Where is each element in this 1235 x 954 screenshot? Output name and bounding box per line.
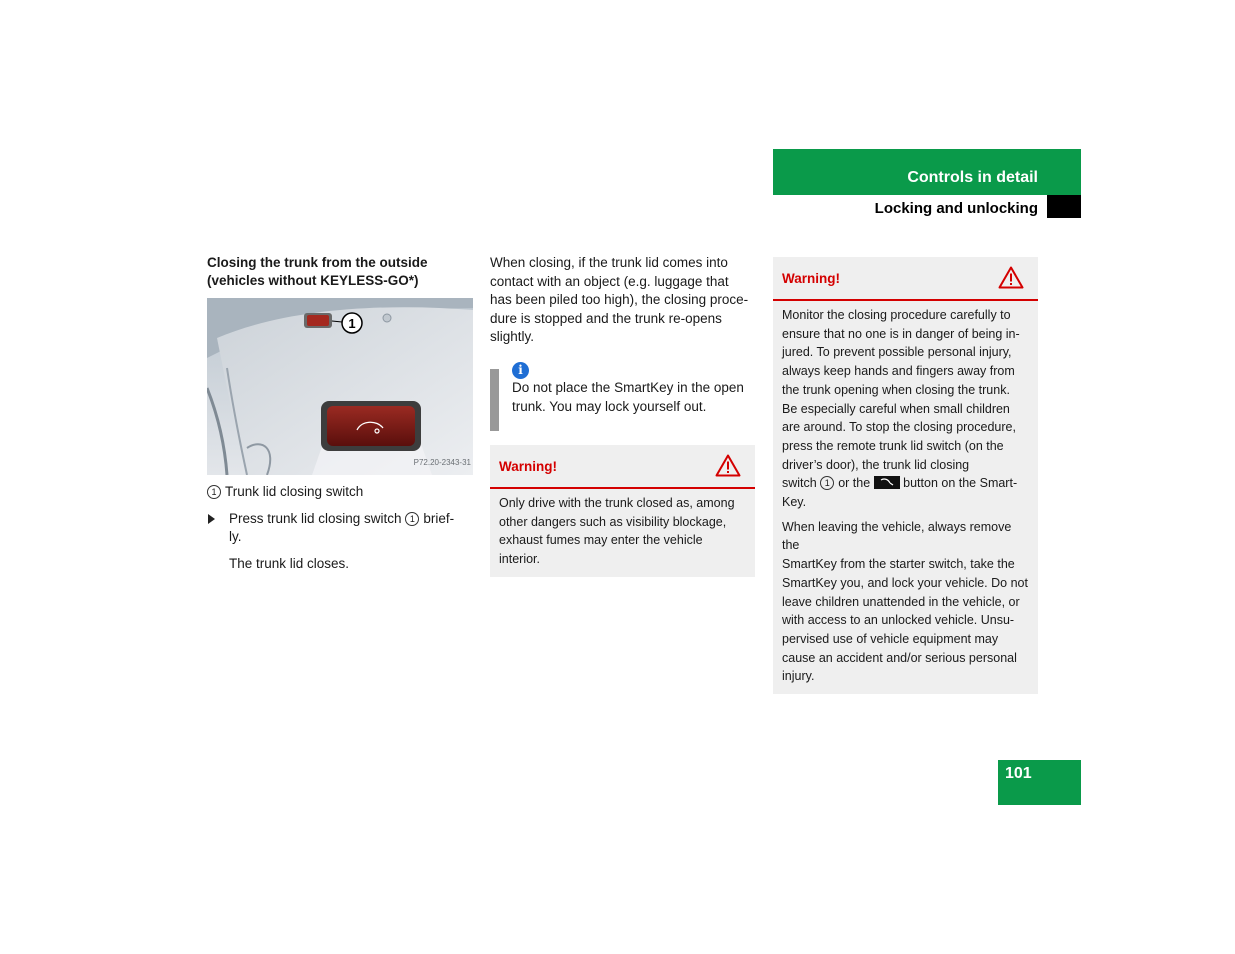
step-text: ly. <box>229 529 242 544</box>
warning-triangle-icon <box>715 454 741 477</box>
figure-code: P72.20-2343-31 <box>413 457 471 467</box>
page-number-tab <box>998 760 1081 805</box>
text-line: leave children unattended in the vehicle, or <box>782 594 1020 609</box>
warning-box-closing <box>773 257 1038 694</box>
page-number: 101 <box>1005 765 1032 782</box>
callout-number-icon: 1 <box>207 485 221 499</box>
text-line: dure is stopped and the trunk re-opens <box>490 310 722 326</box>
warning-paragraph <box>782 306 1030 512</box>
text-line: interior. <box>499 552 540 567</box>
figure-caption <box>207 483 473 502</box>
text-line: are around. To stop the closing procedure, <box>782 420 1016 435</box>
info-icon: i <box>512 362 529 379</box>
warning-title: Warning! <box>499 459 557 474</box>
text-line: trunk. You may lock yourself out. <box>512 398 707 414</box>
warning-triangle-icon <box>998 266 1024 289</box>
text-line: press the remote trunk lid switch (on the <box>782 438 1004 453</box>
text-line: driver’s door), the trunk lid closing <box>782 457 970 472</box>
warning-box-trunk-closed <box>490 445 755 577</box>
warning-header <box>773 257 1038 301</box>
closing-paragraph <box>490 254 756 347</box>
heading-line: (vehicles without KEYLESS-GO*) <box>207 273 419 288</box>
step-text: Press trunk lid closing switch <box>229 510 402 526</box>
text-line: SmartKey from the starter switch, take the <box>782 557 1015 572</box>
text-line: always keep hands and fingers away from <box>782 364 1015 379</box>
text-line: Do not place the SmartKey in the open <box>512 380 744 395</box>
middle-column <box>490 254 756 416</box>
text-line: slightly. <box>490 329 535 344</box>
warning-title: Warning! <box>782 271 840 286</box>
step-text: brief- <box>423 510 455 526</box>
step-arrow-icon <box>208 514 215 524</box>
caption-text: Trunk lid closing switch <box>225 484 364 499</box>
warning-header <box>490 445 755 489</box>
text-line: exhaust fumes may enter the vehicle <box>499 533 703 548</box>
text-line: button on the Smart- <box>903 476 1018 491</box>
subsection-title: Locking and unlocking <box>874 200 1038 217</box>
section-title: Controls in detail <box>907 169 1038 186</box>
text-line: Monitor the closing procedure carefully to <box>782 308 1011 322</box>
text-line: Be especially careful when small children <box>782 401 1010 416</box>
text-line: Key. <box>782 495 807 510</box>
trunk-button-icon <box>874 476 900 489</box>
trunk-figure <box>207 298 473 475</box>
text-line: jured. To prevent possible personal injury, <box>782 345 1012 360</box>
text-line: other dangers such as visibility blockage, <box>499 514 727 529</box>
text-line: SmartKey you, and lock your vehicle. Do not <box>782 575 1028 590</box>
text-line: ensure that no one is in danger of being in- <box>782 326 1020 341</box>
callout-number-icon: 1 <box>405 512 419 526</box>
heading <box>207 254 473 290</box>
left-column <box>207 254 473 573</box>
text-line: switch <box>782 476 817 491</box>
warning-body <box>490 489 755 577</box>
text-line: cause an accident and/or serious personal <box>782 650 1017 665</box>
text-line: or the <box>838 476 871 491</box>
text-line: When leaving the vehicle, always remove the <box>782 519 1012 553</box>
trunk-illustration-icon <box>207 298 473 475</box>
text-line: has been piled too high), the closing proce- <box>490 292 749 307</box>
text-line: contact with an object (e.g. luggage that <box>490 273 729 289</box>
figure-callout: 1 <box>348 316 356 331</box>
text-line: pervised use of vehicle equipment may <box>782 631 999 646</box>
info-note <box>490 361 756 417</box>
instruction-step <box>207 510 473 547</box>
step-result: The trunk lid closes. <box>229 555 350 571</box>
text-line: When closing, if the trunk lid comes into <box>490 255 728 270</box>
text-line: injury. <box>782 669 815 684</box>
warning-paragraph <box>782 518 1030 686</box>
text-line: with access to an unlocked vehicle. Unsu- <box>782 613 1015 628</box>
section-header <box>773 149 1081 195</box>
header-marker <box>1047 195 1081 218</box>
callout-number-icon: 1 <box>820 476 834 490</box>
text-line: the trunk opening when closing the trunk. <box>782 382 1010 397</box>
warning-body <box>773 301 1038 694</box>
info-bar <box>490 369 499 431</box>
text-line: Only drive with the trunk closed as, among <box>499 496 735 510</box>
heading-line: Closing the trunk from the outside <box>207 255 428 270</box>
